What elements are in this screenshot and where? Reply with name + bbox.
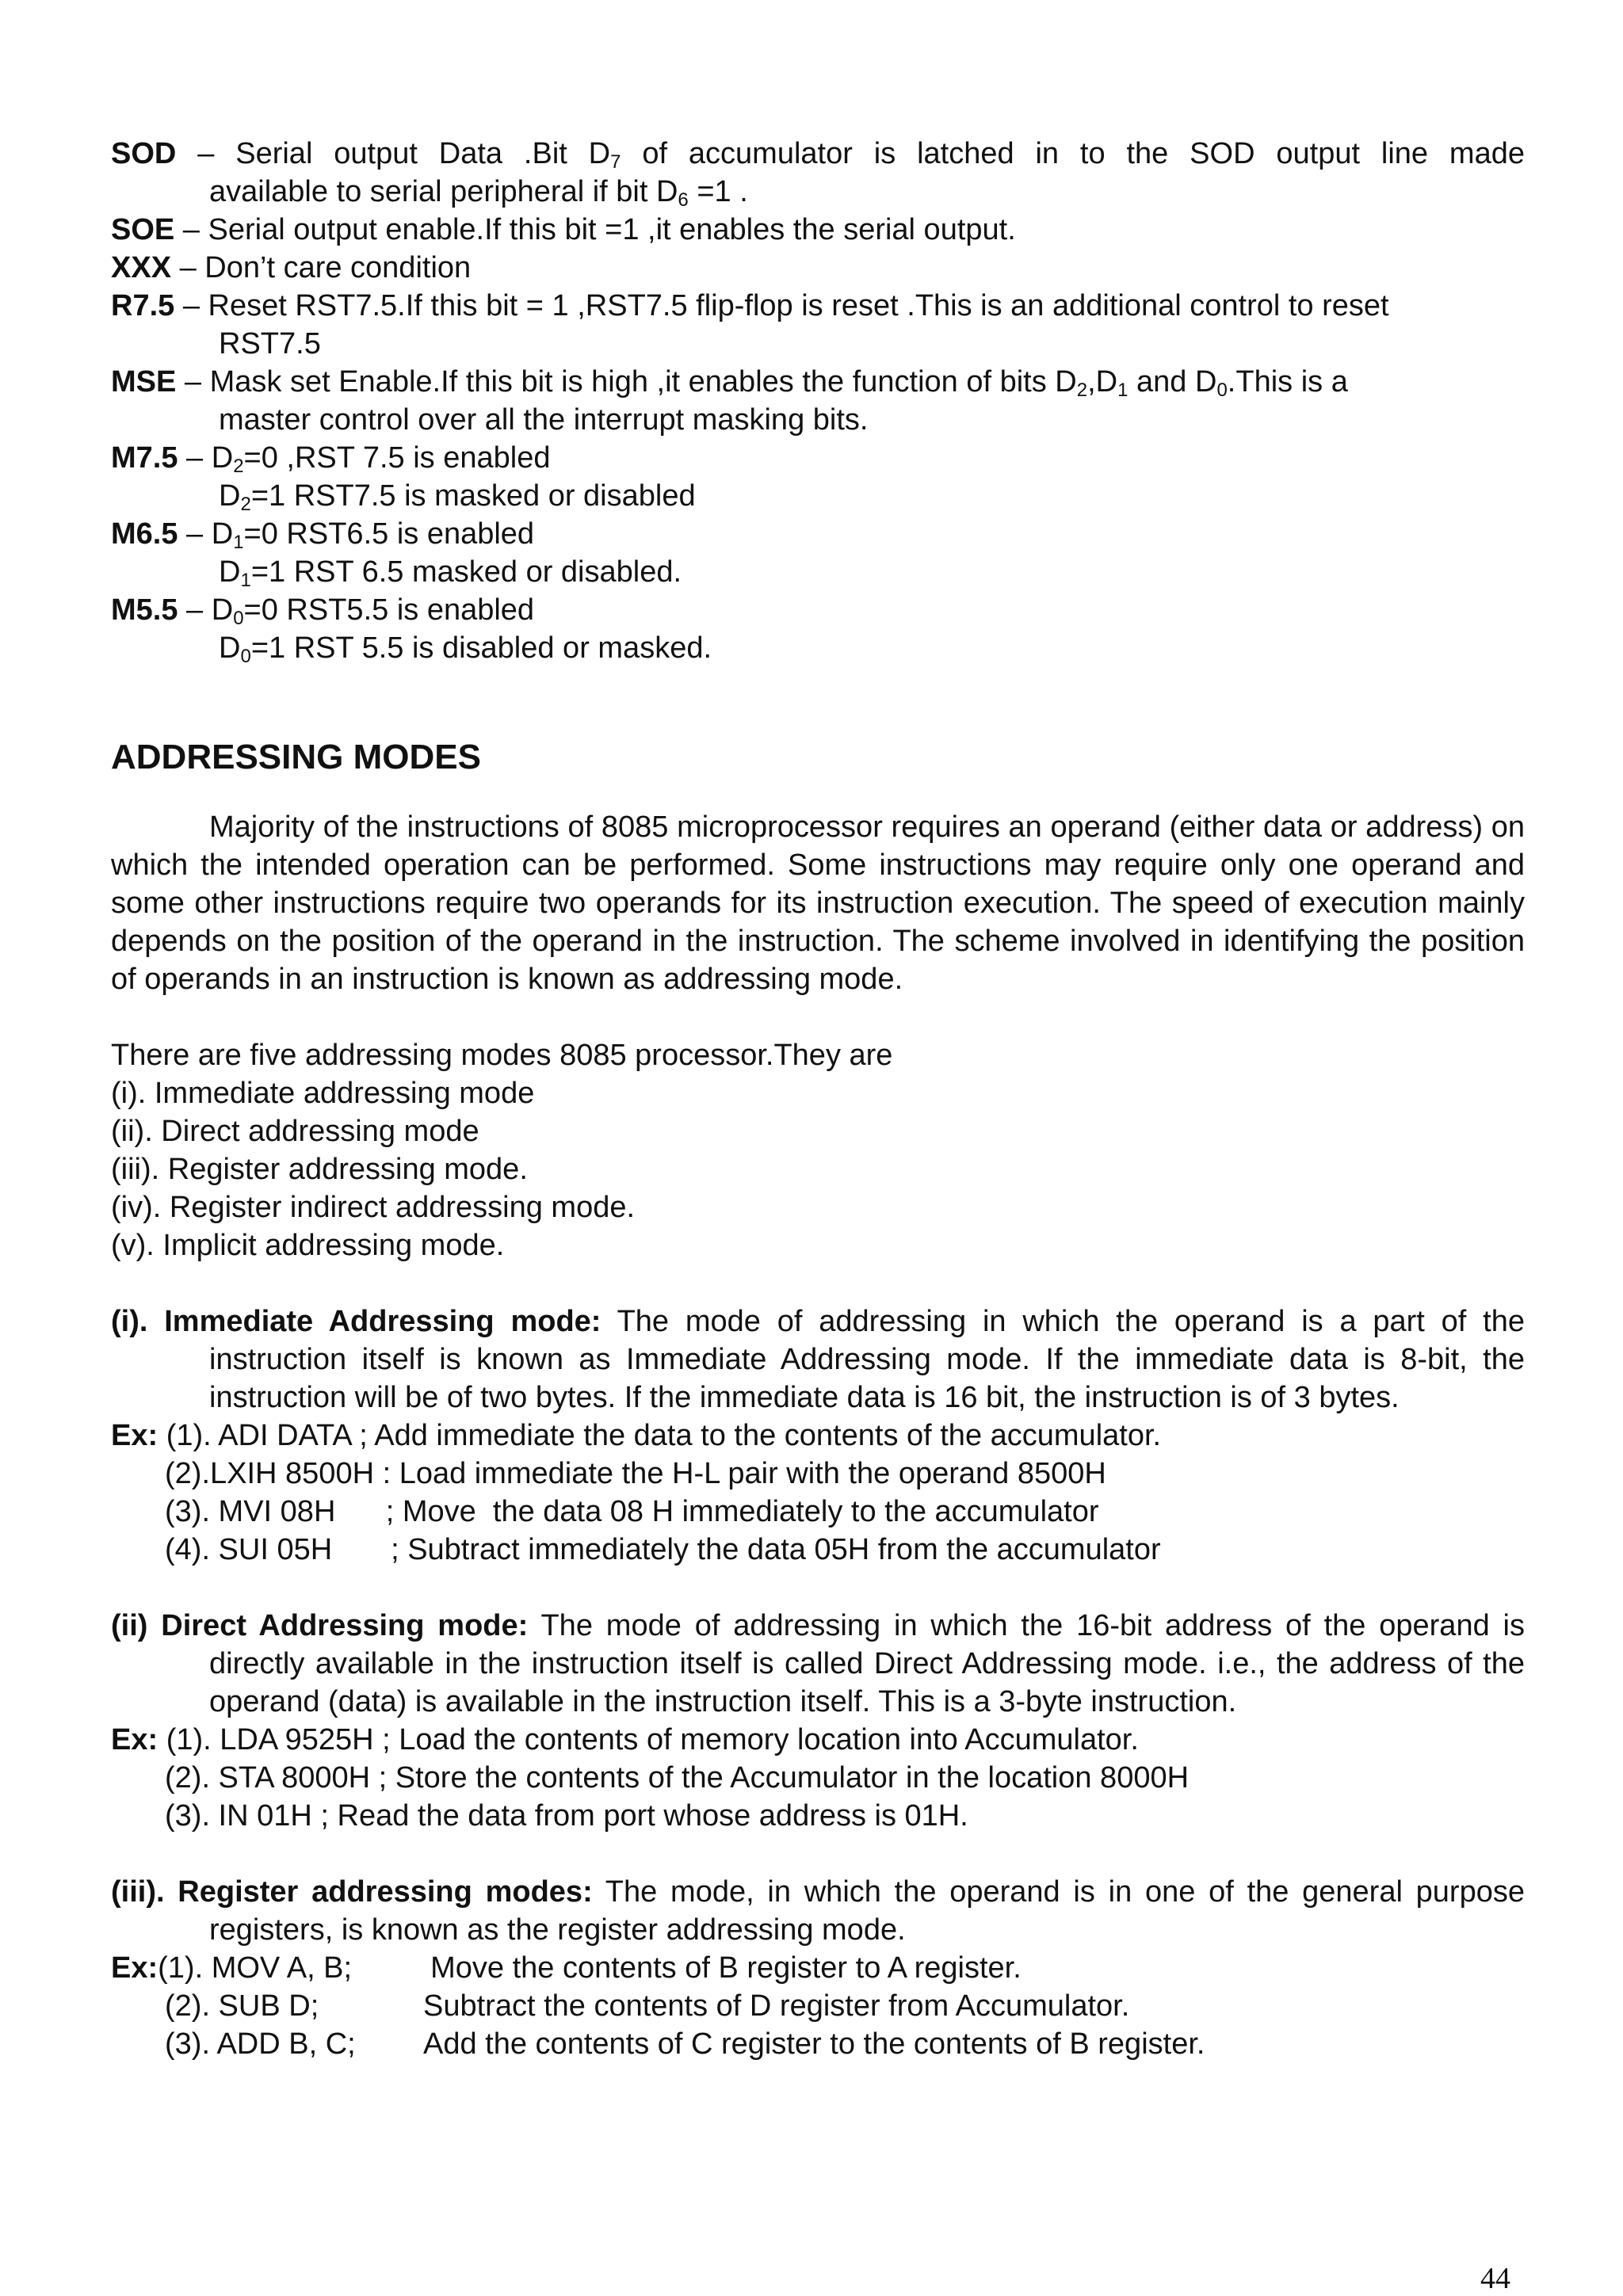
immediate-mode-paragraph xyxy=(111,1302,1525,1417)
immediate-mode-desc: The mode of addressing in which the operand is a part of the instruction itself is known as Immediate Addressing mode. If the immediate data is 8-bit, the instruction will be of two bytes. If the immediate data is 16 bit, the instruction is of 3 bytes. xyxy=(209,1305,1525,1414)
direct-mode-title: (ii) Direct Addressing mode: xyxy=(111,1609,529,1642)
direct-example: (2). STA 8000H ; Store the contents of the Accumulator in the location 8000H xyxy=(165,1761,1190,1794)
register-mode-desc: The mode, in which the operand is in one of the general purpose registers, is known as the register addressing mode. xyxy=(209,1875,1525,1947)
register-mode-paragraph xyxy=(111,1873,1525,1949)
sod-definition: SOD – Serial output Data .Bit $D_7$ of accumulator is latched in to the SOD output line made xyxy=(111,137,1525,173)
register-example-code: (1). MOV A, B; xyxy=(158,1951,353,1985)
mse-term: MSE xyxy=(111,365,177,399)
register-example xyxy=(111,1987,1525,2025)
immediate-example: (4). SUI 05H ; Subtract immediately the data 05H from the accumulator xyxy=(165,1533,1161,1566)
register-example-code: (3). ADD B, C; xyxy=(165,2027,356,2061)
xxx-term: XXX xyxy=(111,251,172,284)
r75-definition-cont: RST7.5 xyxy=(219,327,321,360)
m75-definition-cont: $D_2=1$ RST7.5 is masked or disabled xyxy=(219,479,696,515)
direct-mode-paragraph xyxy=(111,1607,1525,1721)
register-example-desc: Subtract the contents of D register from Accumulator. xyxy=(423,1989,1130,2023)
spacer xyxy=(111,1264,1525,1302)
modes-list-item: (ii). Direct addressing mode xyxy=(111,1115,479,1148)
m75-term: M7.5 xyxy=(111,441,178,475)
immediate-example: (3). MVI 08H ; Move the data 08 H immediately to the accumulator xyxy=(165,1495,1099,1528)
page-number: 44 xyxy=(1480,2262,1510,2295)
register-example xyxy=(111,1949,1525,1987)
modes-list-intro: There are five addressing modes 8085 processor.They are xyxy=(111,1039,893,1072)
m65-definition: $M6.5 - D_1=0$ RST6.5 is enabled xyxy=(111,517,535,553)
section-heading: ADDRESSING MODES xyxy=(111,738,481,776)
register-example xyxy=(111,2025,1525,2063)
spacer xyxy=(111,1835,1525,1873)
spacer xyxy=(111,1569,1525,1607)
register-example-desc: Add the contents of C register to the contents of B register. xyxy=(423,2027,1205,2061)
soe-definition: SOE – Serial output enable.If this bit =1 ,it enables the serial output. xyxy=(111,213,1016,246)
modes-list-item: (iv). Register indirect addressing mode. xyxy=(111,1191,636,1224)
m65-definition-cont: $D_1=1$ RST 6.5 masked or disabled. xyxy=(219,555,682,591)
register-example-code: (2). SUB D; xyxy=(165,1989,319,2023)
modes-list-item: (i). Immediate addressing mode xyxy=(111,1077,535,1110)
register-example-desc: Move the contents of B register to A register. xyxy=(430,1951,1022,1985)
xxx-definition: XXX – Don’t care condition xyxy=(111,251,472,284)
m65-term: M6.5 xyxy=(111,517,178,551)
register-mode-title: (iii). Register addressing modes: xyxy=(111,1875,593,1909)
modes-list-item: (v). Implicit addressing mode. xyxy=(111,1229,505,1262)
example-label: Ex: xyxy=(111,1951,158,1985)
sod-term: SOD xyxy=(111,137,177,170)
soe-term: SOE xyxy=(111,213,175,246)
immediate-example: (2).LXIH 8500H : Load immediate the H-L pair with the operand 8500H xyxy=(165,1457,1106,1490)
direct-example: Ex: (1). LDA 9525H ; Load the contents of memory location into Accumulator. xyxy=(111,1723,1139,1756)
direct-example: (3). IN 01H ; Read the data from port whose address is 01H. xyxy=(165,1799,968,1833)
m55-definition-cont: $D_0=1$ RST 5.5 is disabled or masked. xyxy=(219,631,712,667)
immediate-mode-title: (i). Immediate Addressing mode: xyxy=(111,1305,601,1338)
example-label: Ex: xyxy=(111,1419,158,1452)
immediate-example: Ex: (1). ADI DATA ; Add immediate the data to the contents of the accumulator. xyxy=(111,1419,1162,1452)
r75-definition: R7.5 – Reset RST7.5.If this bit = 1 ,RST7.5 flip-flop is reset .This is an additional control to reset xyxy=(111,289,1389,322)
mse-definition-cont: master control over all the interrupt masking bits. xyxy=(219,403,869,437)
mse-definition: MSE – Mask set Enable.If this bit is high ,it enables the function of bits $D_2,D_1$ and $D_0.This$ is a xyxy=(111,365,1348,401)
example-label: Ex: xyxy=(111,1723,158,1756)
m75-definition: $M7.5 - D_2=0$ ,RST 7.5 is enabled xyxy=(111,441,551,477)
document-page xyxy=(111,135,1525,2063)
m55-definition: $M5.5 - D_0=0$ RST5.5 is enabled xyxy=(111,593,535,629)
r75-term: R7.5 xyxy=(111,289,175,322)
m55-term: M5.5 xyxy=(111,593,178,627)
sod-definition-cont: available to serial peripheral if bit $D_6 =1$ . xyxy=(209,175,748,211)
modes-list-item: (iii). Register addressing mode. xyxy=(111,1153,528,1186)
intro-paragraph: Majority of the instructions of 8085 microprocessor requires an operand (either data or address) on which the intended operation can be performed. Some instructions may require only one operand and some other instructions require two operands for its instruction execution. The speed of execution mainly depends on the position of the operand in the instruction. The scheme involved in identifying the position of operands in an instruction is known as addressing mode. xyxy=(111,810,1525,996)
direct-mode-desc: The mode of addressing in which the 16-bit address of the operand is directly available in the instruction itself is called Direct Addressing mode. i.e., the address of the operand (data) is available in the instruction itself. This is a 3-byte instruction. xyxy=(209,1609,1525,1718)
spacer xyxy=(111,998,1525,1036)
